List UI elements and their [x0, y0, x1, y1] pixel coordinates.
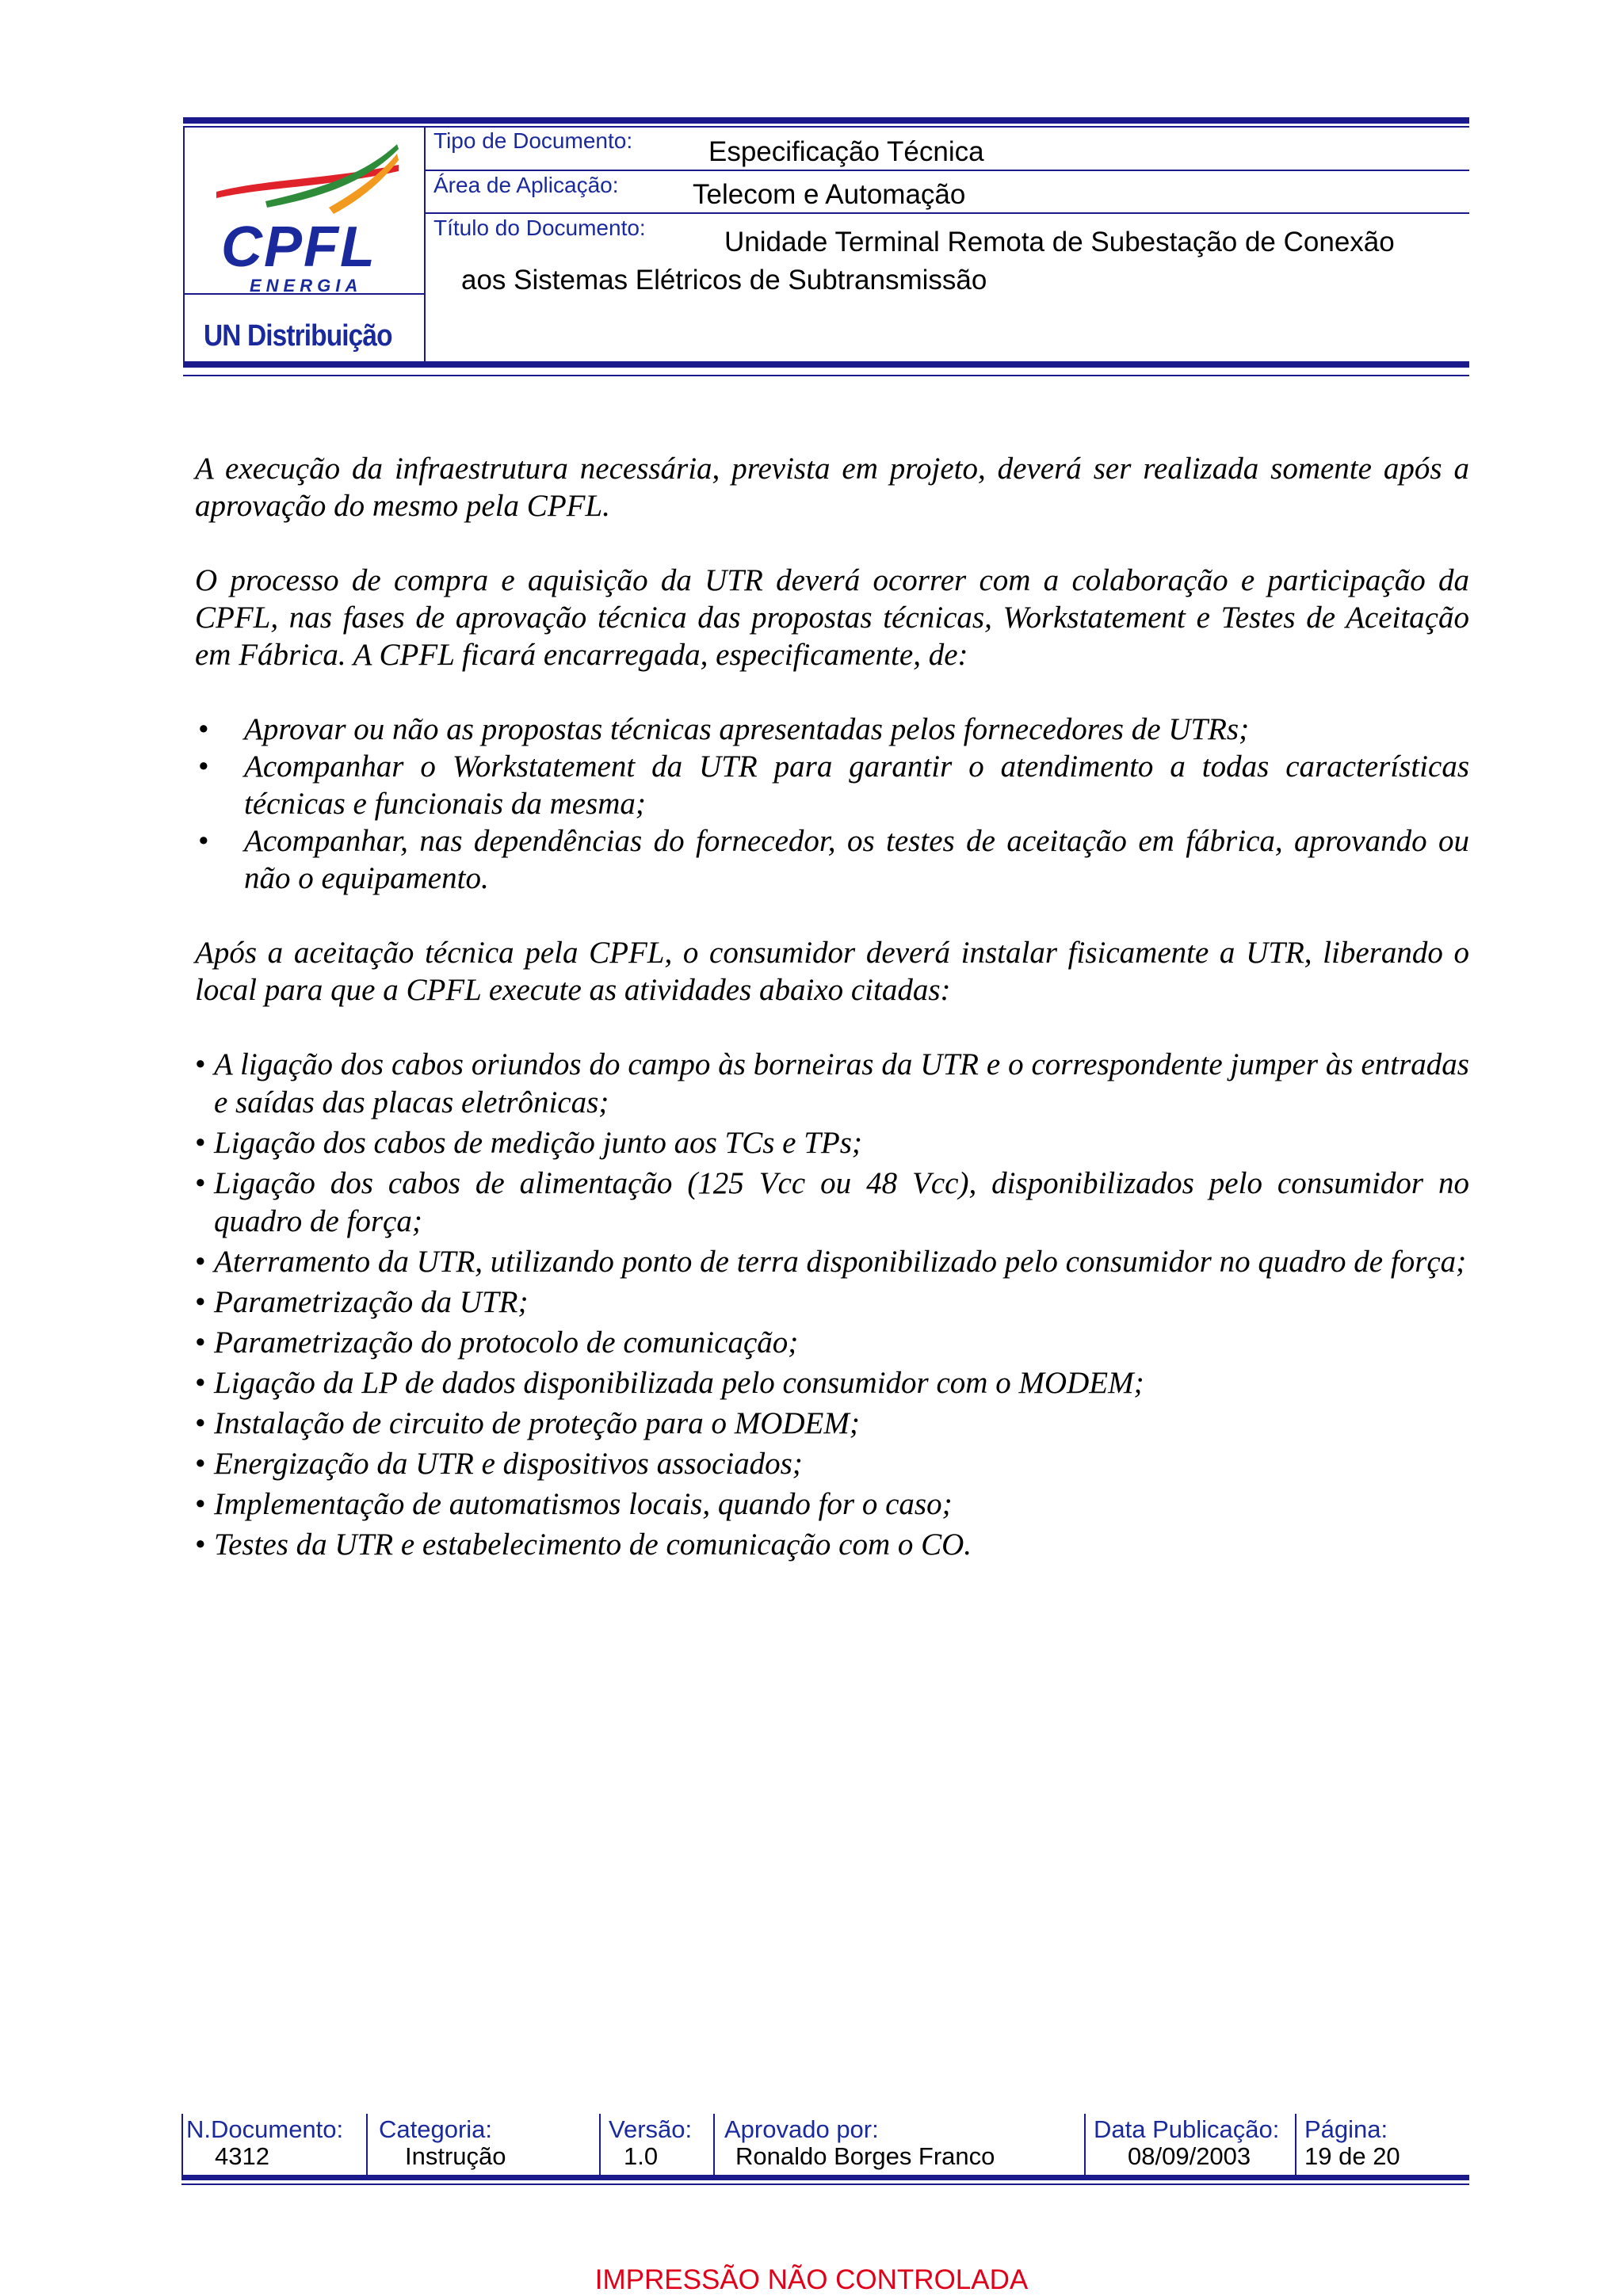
title-line-1: Unidade Terminal Remota de Subestação de Conexão [724, 227, 1395, 257]
publication-date: 08/09/2003 [1128, 2142, 1251, 2170]
page-number: 19 de 20 [1304, 2142, 1400, 2170]
footer-rule [181, 2175, 1469, 2180]
approved-by: Ronaldo Borges Franco [735, 2142, 995, 2170]
list-item: • Aterramento da UTR, utilizando ponto de terra disponibilizado pelo consumidor no quadro de força; [195, 1243, 1469, 1281]
header-rule [183, 375, 1469, 376]
header-border [183, 128, 185, 366]
doc-type-value: Especificação Técnica [708, 136, 984, 167]
cpfl-logo [210, 143, 400, 296]
list-item: • Instalação de circuito de proteção para o MODEM; [195, 1405, 1469, 1443]
footer-border [181, 2114, 183, 2175]
page-label: Página: [1304, 2115, 1388, 2143]
area-value: Telecom e Automação [693, 179, 966, 210]
header-rule [183, 117, 1469, 124]
list-item: • A ligação dos cabos oriundos do campo às borneiras da UTR e o correspondente jumper às entradas e saídas das placas eletrônicas; [195, 1046, 1469, 1122]
list-item: • Acompanhar, nas dependências do fornecedor, os testes de aceitação em fábrica, aprovando ou não o equipamento. [195, 822, 1469, 897]
footer-border [599, 2114, 601, 2175]
list-item: • Acompanhar o Workstatement da UTR para garantir o atendimento a todas características técnicas e funcionais da mesma; [195, 748, 1469, 822]
logo-swoosh-icon [210, 143, 400, 222]
header-border [424, 128, 426, 366]
list-item: • Aprovar ou não as propostas técnicas apresentadas pelos fornecedores de UTRs; [195, 711, 1469, 748]
doc-type-label: Tipo de Documento: [433, 128, 633, 153]
list-item: • Ligação dos cabos de alimentação (125 Vcc ou 48 Vcc), disponibilizados pelo consumidor no quadro de força; [195, 1165, 1469, 1241]
header-rule [183, 126, 1469, 128]
footer-rule [181, 2183, 1469, 2185]
header-divider [426, 212, 1469, 214]
responsibility-list [195, 711, 1469, 897]
list-item: • Implementação de automatismos locais, quando for o caso; [195, 1486, 1469, 1524]
doc-number-label: N.Documento: [186, 2115, 344, 2143]
paragraph: Após a aceitação técnica pela CPFL, o consumidor deverá instalar fisicamente a UTR, liberando o local para que a CPFL execute as atividades abaixo citadas: [195, 936, 1469, 1007]
list-item: • Parametrização do protocolo de comunicação; [195, 1324, 1469, 1362]
unit-name: UN Distribuição [204, 319, 392, 353]
header-rule [183, 361, 1469, 368]
list-item: • Energização da UTR e dispositivos associados; [195, 1445, 1469, 1483]
header-divider [426, 170, 1469, 171]
footer-border [1295, 2114, 1296, 2175]
category-label: Categoria: [379, 2115, 493, 2143]
uncontrolled-print-stamp: IMPRESSÃO NÃO CONTROLADA [594, 2264, 1029, 2295]
list-item: • Ligação dos cabos de medição junto aos TCs e TPs; [195, 1124, 1469, 1162]
title-label: Título do Documento: [433, 215, 646, 240]
area-label: Área de Aplicação: [433, 173, 619, 197]
list-item: • Parametrização da UTR; [195, 1283, 1469, 1322]
footer-border [366, 2114, 368, 2175]
list-item: • Ligação da LP de dados disponibilizada pelo consumidor com o MODEM; [195, 1364, 1469, 1402]
publication-date-label: Data Publicação: [1094, 2115, 1280, 2143]
footer-border [713, 2114, 715, 2175]
document-header [183, 117, 1469, 376]
doc-number: 4312 [215, 2142, 269, 2170]
logo-brand: CPFL [221, 215, 376, 279]
paragraph: A execução da infraestrutura necessária, prevista em projeto, deverá ser realizada somente após a aprovação do mesmo pela CPFL. [195, 452, 1469, 523]
list-item: • Testes da UTR e estabelecimento de comunicação com o CO. [195, 1526, 1469, 1564]
version: 1.0 [624, 2142, 659, 2170]
paragraph: O processo de compra e aquisição da UTR deverá ocorrer com a colaboração e participação da CPFL, nas fases de aprovação técnica das propostas técnicas, Workstatement e Testes de Aceitação em Fábrica. A CPFL ficará encarregada, especificamente, de: [195, 563, 1469, 672]
category: Instrução [405, 2142, 506, 2170]
activity-list [195, 1046, 1469, 1564]
logo-subtitle: ENERGIA [250, 276, 363, 296]
title-line-2: aos Sistemas Elétricos de Subtransmissão [461, 265, 987, 296]
approved-label: Aprovado por: [724, 2115, 879, 2143]
document-body [195, 450, 1469, 1564]
document-footer [181, 2114, 1469, 2187]
footer-border [1084, 2114, 1086, 2175]
version-label: Versão: [609, 2115, 693, 2143]
